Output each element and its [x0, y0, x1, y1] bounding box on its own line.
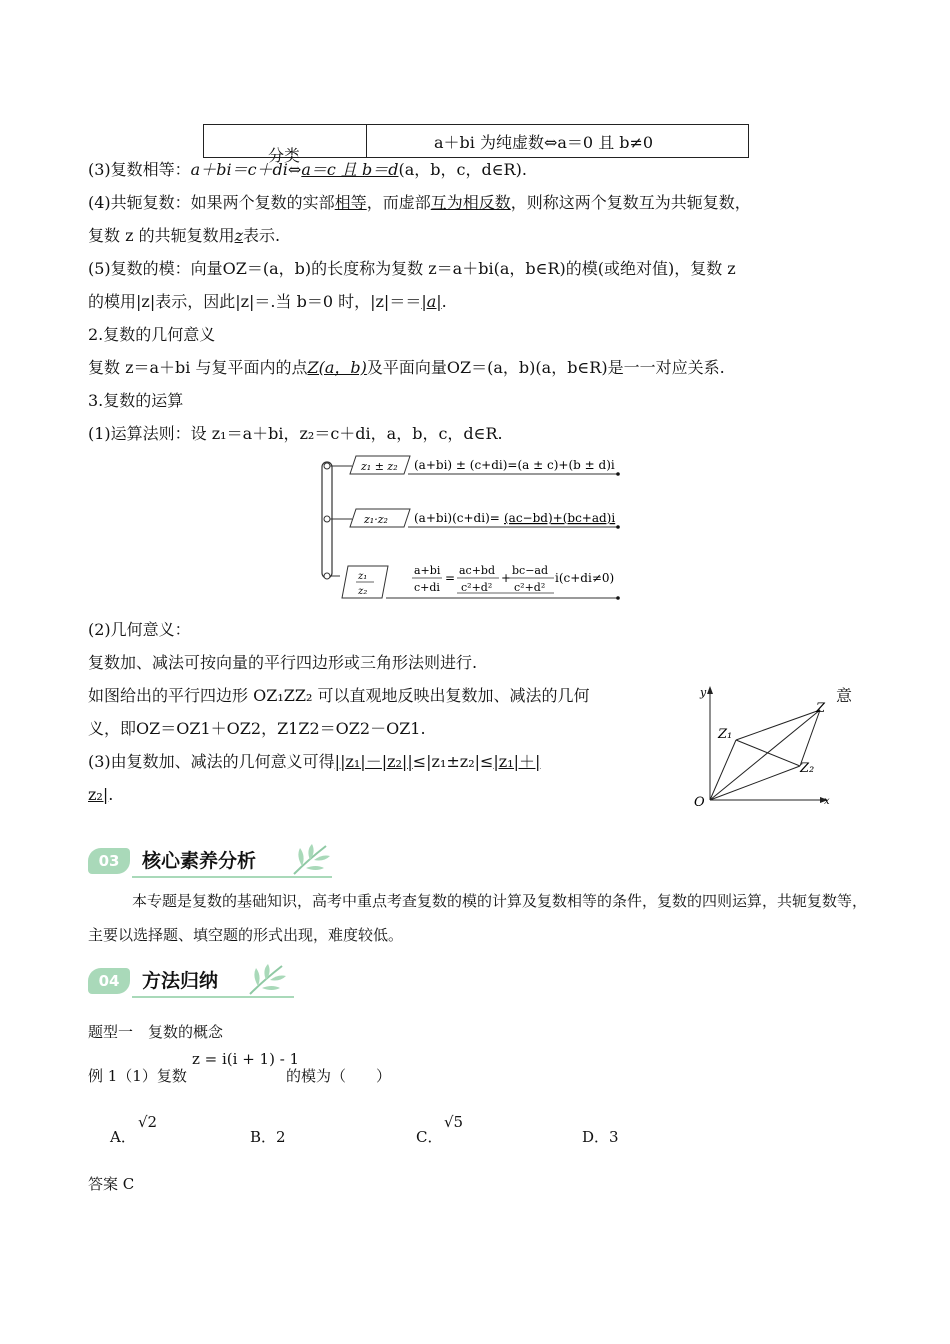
label-z1: Z₁: [718, 727, 733, 742]
classification-table: [203, 124, 749, 165]
text: ，而虚部: [366, 193, 431, 212]
table-cell-category-text: 分类: [268, 146, 301, 165]
formula-divide-lhs-num: a+bi: [414, 564, 441, 577]
text: .: [108, 785, 114, 804]
formula-divide-t2-den: c²+d²: [514, 581, 546, 594]
answer-line: 答案 C: [88, 1175, 135, 1193]
option-b: B．2: [250, 1128, 286, 1146]
leaf-icon: [288, 842, 334, 878]
item-modulus: (5)复数的模：向量OZ＝(a，b)的长度称为复数 z＝a＋bi(a，b∈R)的模(或绝对值)，复数 z: [88, 259, 736, 278]
item-conjugate: [88, 193, 751, 213]
paragraph-text: 本专题是复数的基础知识，高考中重点考查复数的模的计算及复数相等的条件，复数的四则运算，共轭复数等，主要以选择题、填空题的形式出现，难度较低。: [88, 892, 868, 944]
option-a-label: A．: [110, 1128, 136, 1146]
text: ，则称这两个复数互为共轭复数，: [510, 193, 751, 212]
text: a＋bi＝c＋di⇔: [190, 160, 302, 179]
section-header-method-summary: [88, 962, 348, 998]
example-stem-prefix: 例 1（1）复数: [88, 1067, 187, 1085]
option-c-value: √5: [444, 1113, 464, 1131]
text: .: [441, 292, 447, 311]
formula-divide-lhs-den: c+di: [414, 581, 440, 594]
item-parallelogram-figure: 如图给出的平行四边形 OZ₁ZZ₂ 可以直观地反映出复数加、减法的几何: [88, 686, 590, 705]
item-vector-relation: 义，即OZ＝OZ1＋OZ2，Z1Z2＝OZ2－OZ1.: [88, 719, 426, 738]
node-dot: [324, 516, 330, 522]
label-z: Z: [816, 701, 826, 716]
item-parallelogram-rule: 复数加、减法可按向量的平行四边形或三角形法则进行.: [88, 653, 478, 672]
end-dot: [616, 596, 620, 600]
item-parallelogram-figure-end: 意: [836, 686, 853, 705]
fill-blank: z₂|: [88, 785, 109, 804]
fill-blank: Z(a，b): [307, 358, 367, 377]
y-axis-arrow: [707, 686, 713, 694]
text: (a，b，c，d∈R).: [398, 160, 527, 179]
heading-geometric-meaning: 2.复数的几何意义: [88, 325, 216, 344]
formula-add: (a+bi) ± (c+di)=(a ± c)+(b ± d)i: [414, 458, 615, 472]
item-conjugate-notation: [88, 226, 280, 246]
item-geometric-meaning: (2)几何意义：: [88, 620, 191, 639]
equals-sign: =: [445, 571, 456, 585]
formula-multiply-right: (ac−bd)+(bc+ad)i: [504, 511, 616, 525]
section-header-core-literacy: [88, 842, 348, 878]
label-add: z₁ ± z₂: [361, 460, 398, 473]
label-z2: Z₂: [800, 761, 815, 776]
item-modulus-notation: [88, 292, 447, 312]
fill-blank: |a|: [421, 292, 442, 311]
item-complex-equality: [88, 160, 527, 180]
example-formula: z = i(i + 1) - 1: [192, 1050, 300, 1068]
end-dot: [616, 525, 620, 529]
fill-blank: 相等: [334, 193, 367, 212]
label-divide-den: z₂: [358, 586, 368, 597]
label-divide-num: z₁: [358, 571, 368, 582]
text: ≤|z₁±z₂|≤: [412, 752, 494, 771]
item-triangle-inequality: [88, 752, 540, 772]
label-y: y: [700, 686, 707, 699]
parallelogram-graph: [688, 682, 836, 810]
end-dot: [616, 472, 620, 476]
label-x: x: [824, 796, 830, 807]
fill-blank: |z₁|＋|: [493, 752, 541, 771]
fill-blank: a＝c 且 b＝d: [301, 160, 399, 179]
text: (4)共轭复数：如果两个复数的实部: [88, 193, 335, 212]
formula-multiply-left: (a+bi)(c+di)=: [414, 511, 500, 525]
plus-sign: +: [501, 571, 512, 585]
item-correspondence: [88, 358, 725, 378]
operations-diagram: [318, 452, 630, 604]
option-c-label: C．: [416, 1128, 443, 1146]
formula-divide-t2-num: bc−ad: [512, 564, 549, 577]
question-type-heading: 题型一 复数的概念: [88, 1023, 224, 1041]
edge-z1z: [736, 710, 820, 740]
label-multiply: z₁·z₂: [364, 513, 388, 526]
formula-divide-tail: i(c+di≠0): [555, 571, 615, 585]
text: 表示.: [243, 226, 281, 245]
text: (3)由复数加、减法的几何意义可得: [88, 752, 335, 771]
leaf-icon: [244, 962, 290, 998]
formula-divide-t1-den: c²+d²: [461, 581, 493, 594]
formula-divide-t1-num: ac+bd: [459, 564, 496, 577]
table-cell-pure-imaginary: a＋bi 为纯虚数⇔a＝0 且 b≠0: [434, 133, 654, 152]
text: 的模用|z|表示，因此|z|＝.当 b＝0 时，|z|＝＝: [88, 292, 422, 311]
fill-blank: z: [234, 226, 244, 245]
vector-oz1: [710, 740, 736, 800]
section-badge: 04: [88, 968, 130, 994]
item-operation-rules: (1)运算法则：设 z₁＝a＋bi，z₂＝c＋di，a，b，c，d∈R.: [88, 424, 503, 443]
section-paragraph-core-literacy: [88, 884, 878, 952]
fill-blank: 互为相反数: [430, 193, 511, 212]
node-dot: [324, 463, 330, 469]
heading-operations: 3.复数的运算: [88, 391, 184, 410]
table-cell-category: [204, 125, 367, 165]
section-title: 核心素养分析: [142, 850, 257, 872]
text: 复数 z 的共轭复数用: [88, 226, 235, 245]
section-title: 方法归纳: [142, 970, 219, 992]
text: (3)复数相等：: [88, 160, 191, 179]
diagonal-z1z2: [736, 740, 800, 766]
text: 复数 z＝a＋bi 与复平面内的点: [88, 358, 308, 377]
text: 及平面向量OZ＝(a，b)(a，b∈R)是一一对应关系.: [366, 358, 725, 377]
example-stem-suffix: 的模为（ ）: [286, 1067, 392, 1085]
option-a-value: √2: [138, 1113, 158, 1131]
vector-oz2: [710, 766, 800, 800]
option-d: D．3: [582, 1128, 619, 1146]
item-triangle-inequality-cont: [88, 785, 113, 805]
fill-blank: ||z₁|－|z₂||: [334, 752, 413, 771]
node-dot: [324, 573, 330, 579]
section-badge: 03: [88, 848, 130, 874]
label-origin: O: [694, 795, 705, 810]
